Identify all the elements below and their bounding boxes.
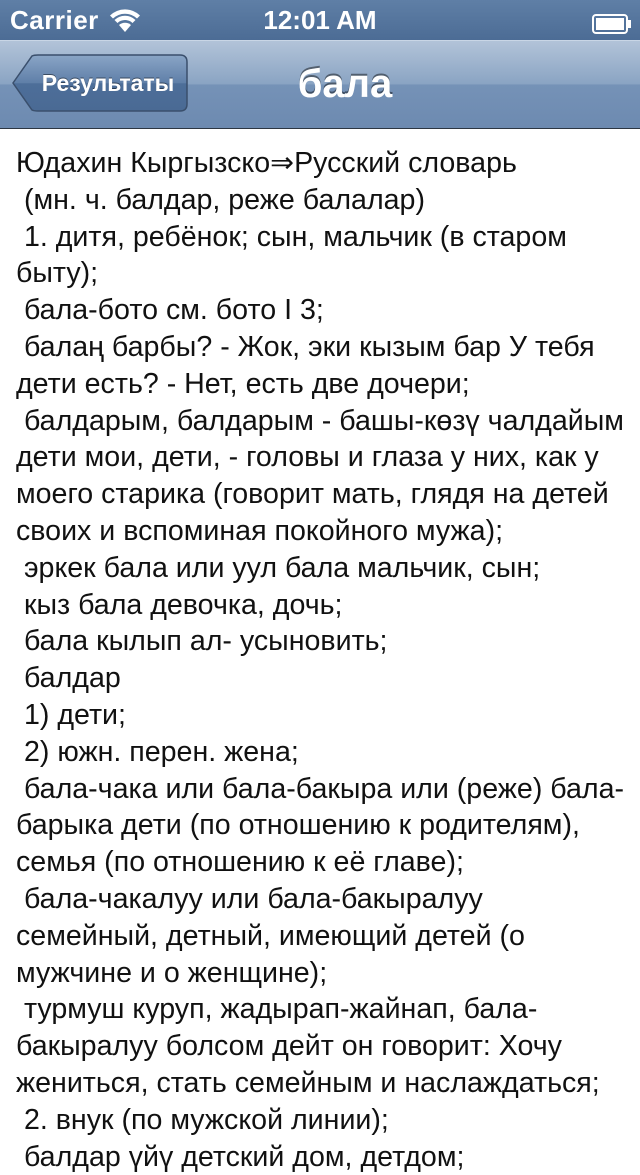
page-title: бала: [297, 62, 393, 106]
entry-content[interactable]: [0, 129, 640, 1173]
battery-icon: [592, 10, 632, 30]
dictionary-entry-text: Юдахин Кыргызско⇒Русский словарь (мн. ч. балдар, реже балалар) 1. дитя, ребёнок; сын, мальчик (в старом быту); бала-бото см. бото I 3; балаң барбы? - Жок, эки кызым бар У тебя дети есть? - Нет, есть две дочери; балдарым, балдарым - башы-көзү чалдайым дети мои, дети, - головы и глаза у них, как у моего старика (говорит мать, глядя на детей своих и вспоминая покойного мужа); эркек бала или уул бала мальчик, сын; кыз бала девочка, дочь; бала кылып ал- усыновить; балдар 1) дети; 2) южн. перен. жена; бала-чака или бала-бакыра или (реже) бала-барыка дети (по отношению к родителям), семья (по отношению к её главе); бала-чакалуу или бала-бакыралуу семейный, детный, имеющий детей (о мужчине и о женщине); турмуш куруп, жадырап-жайнап, бала-бакыралуу болсом дейт он говорит: Хочу жениться, стать семейным и наслаждаться; 2. внук (по мужской линии); балдар үйү детский дом, детдом;: [16, 147, 625, 1173]
back-button-label: Результаты: [41, 70, 175, 96]
back-button[interactable]: [12, 54, 188, 112]
carrier-label: Carrier: [10, 5, 99, 35]
navigation-bar: [0, 40, 640, 129]
status-bar: [0, 0, 640, 40]
status-time: 12:01 AM: [263, 5, 377, 35]
